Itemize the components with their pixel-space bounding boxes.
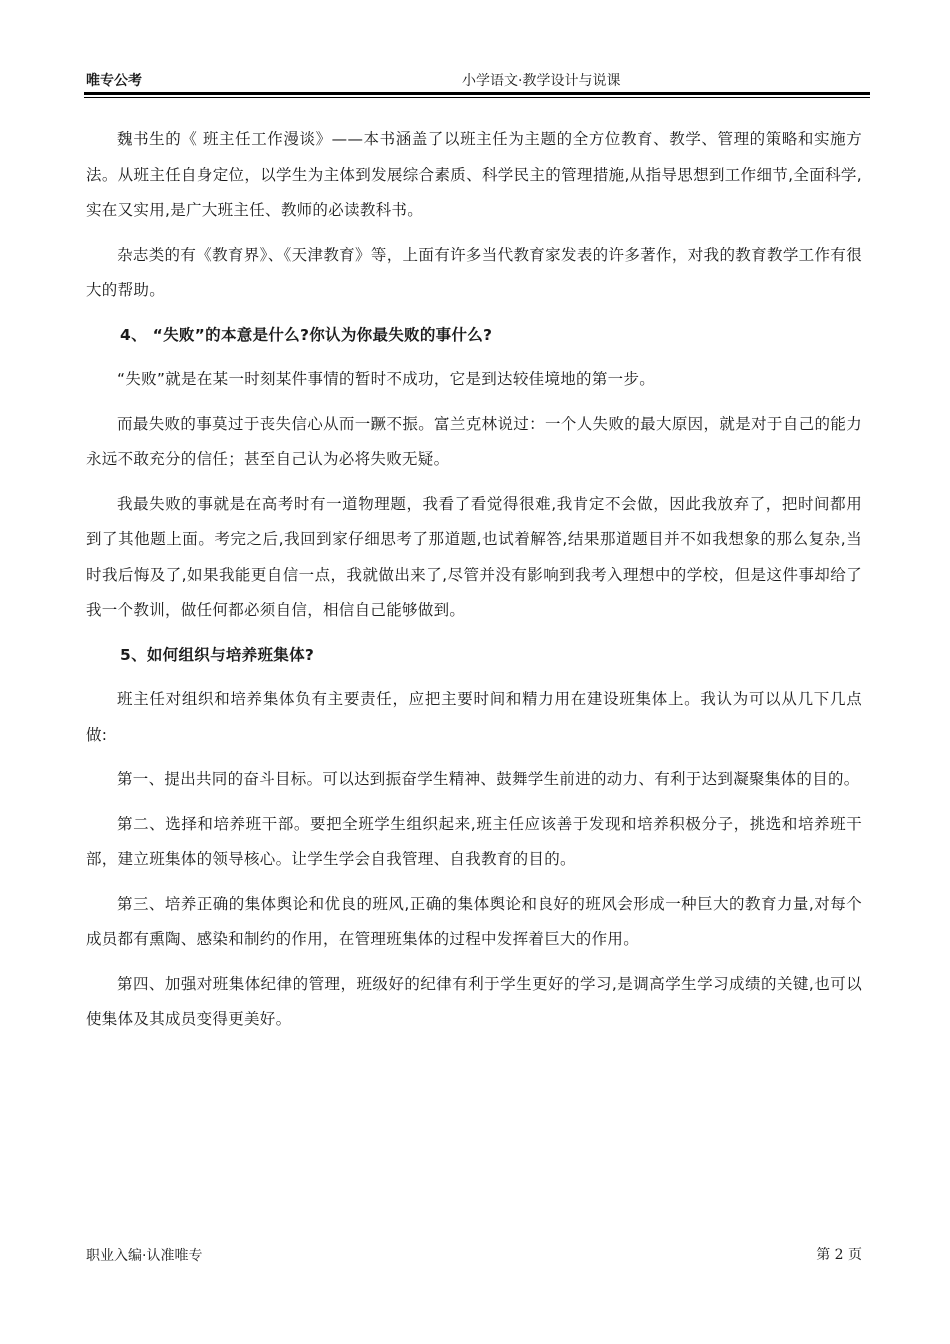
header-rule-thin	[84, 97, 870, 98]
paragraph: 杂志类的有《教育界》、《天津教育》等，上面有许多当代教育家发表的许多著作，对我的教育教学工作有很大的帮助。	[86, 245, 862, 299]
paragraph: 第四、加强对班集体纪律的管理，班级好的纪律有利于学生更好的学习,是调高学生学习成绩的关键,也可以使集体及其成员变得更美好。	[86, 974, 862, 1028]
paragraph: “失败”就是在某一时刻某件事情的暂时不成功，它是到达较佳境地的第一步。	[117, 370, 656, 388]
page-header	[86, 70, 870, 90]
page-number: 第 2 页	[816, 1247, 862, 1263]
paragraph: 我最失败的事就是在高考时有一道物理题，我看了看觉得很难,我肯定不会做，因此我放弃了，把时间都用到了其他题上面。考完之后,我回到家仔细思考了那道题,也试着解答,结果那道题目并不如我想象的那么复杂,当时我后悔及了,如果我能更自信一点，我就做出来了,尽管并没有影响到我考入理想中的学校，但是这件事却给了我一个教训，做任何都必须自信，相信自己能够做到。	[86, 494, 862, 619]
paragraph: 而最失败的事莫过于丧失信心从而一蹶不振。富兰克林说过：一个人失败的最大原因，就是对于自己的能力永远不敢充分的信任；甚至自己认为必将失败无疑。	[86, 414, 862, 468]
question-heading-5: 5、如何组织与培养班集体?	[120, 645, 315, 664]
header-rule-thick	[84, 92, 870, 95]
paragraph: 班主任对组织和培养集体负有主要责任，应把主要时间和精力用在建设班集体上。我认为可以从几下几点做:	[86, 690, 862, 744]
header-brand: 唯专公考	[86, 73, 142, 89]
header-title: 小学语文·教学设计与说课	[462, 73, 621, 89]
question-heading-4: 4、 “失败”的本意是什么?你认为你最失败的事什么?	[120, 325, 493, 344]
footer-slogan: 职业入编·认准唯专	[86, 1248, 203, 1264]
paragraph: 第二、选择和培养班干部。要把全班学生组织起来,班主任应该善于发现和培养积极分子，挑选和培养班干部，建立班集体的领导核心。让学生学会自我管理、自我教育的目的。	[86, 814, 862, 868]
paragraph: 魏书生的《 班主任工作漫谈》——本书涵盖了以班主任为主题的全方位教育、教学、管理的策略和实施方法。从班主任自身定位，以学生为主体到发展综合素质、科学民主的管理措施,从指导思想到工作细节,全面科学,实在又实用,是广大班主任、教师的必读教科书。	[86, 130, 862, 219]
paragraph: 第三、培养正确的集体舆论和优良的班风,正确的集体舆论和良好的班风会形成一种巨大的教育力量,对每个成员都有熏陶、感染和制约的作用，在管理班集体的过程中发挥着巨大的作用。	[86, 894, 862, 948]
document-body	[86, 122, 862, 1047]
paragraph: 第一、提出共同的奋斗目标。可以达到振奋学生精神、鼓舞学生前进的动力、有利于达到凝聚集体的目的。	[117, 770, 860, 788]
